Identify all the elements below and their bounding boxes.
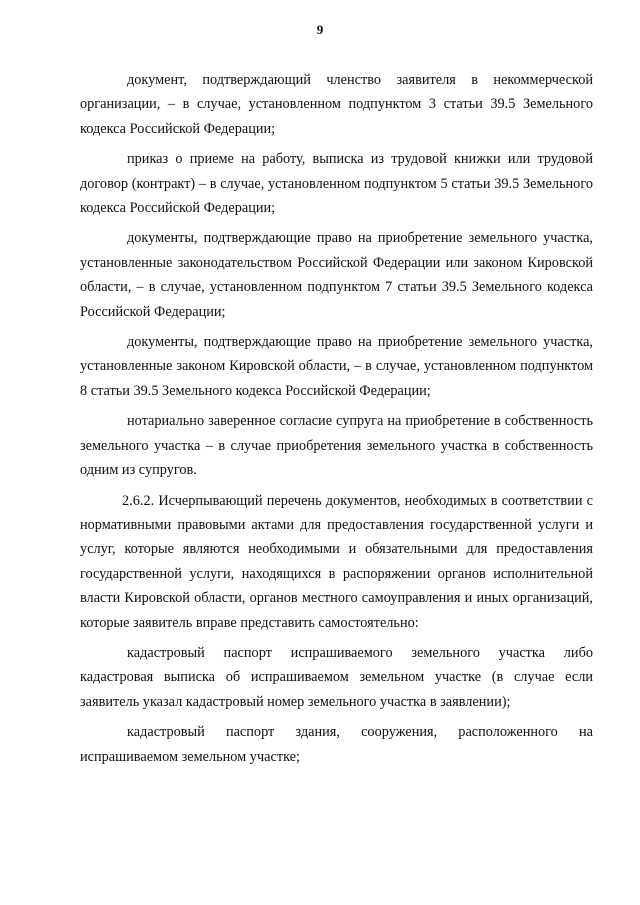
page-number: 9 [316, 22, 324, 37]
paragraph-membership-document: документ, подтверждающий членство заявителя в некоммерческой организации, – в случае, установленном подпунктом 3 статьи 39.5 Земельного кодекса Российской Федерации; [80, 72, 593, 137]
paragraph-cadastral-passport-land: кадастровый паспорт испрашиваемого земельного участка либо кадастровая выписка об испрашиваемом земельном участке (в случае если заявитель указал кадастровый номер земельного участка в заявлении); [80, 644, 593, 710]
paragraph-cadastral-passport-building: кадастровый паспорт здания, сооружения, расположенного на испрашиваемом земельном участке; [80, 724, 593, 765]
paragraph-spouse-consent: нотариально заверенное согласие супруга на приобретение в собственность земельного участка – в случае приобретения земельного участка в собственность одним из супругов. [80, 413, 593, 479]
document-body [80, 68, 593, 769]
paragraph-right-documents-regional: документы, подтверждающие право на приобретение земельного участка, установленные законом Кировской области, – в случае, установленном подпунктом 8 статьи 39.5 Земельного кодекса Российской Федерации; [80, 334, 593, 399]
paragraph-section-2-6-2: 2.6.2. Исчерпывающий перечень документов, необходимых в соответствии с нормативными правовыми актами для предоставления государственной услуги и услуг, которые являются необходимыми и обязательными для предоставления государственной услуги, находящихся в распоряжении органов исполнительной власти Кировской области, органов местного самоуправления и иных организаций, которые заявитель вправе представить самостоятельно: [80, 492, 593, 631]
paragraph-employment-order: приказ о приеме на работу, выписка из трудовой книжки или трудовой договор (контракт) – в случае, установленном подпунктом 5 статьи 39.5 Земельного кодекса Российской Федерации; [80, 151, 593, 217]
paragraph-right-documents-federal: документы, подтверждающие право на приобретение земельного участка, установленные законодательством Российской Федерации или законом Кировской области, – в случае, установленном подпунктом 7 статьи 39.5 Земельного кодекса Российской Федерации; [80, 230, 593, 320]
